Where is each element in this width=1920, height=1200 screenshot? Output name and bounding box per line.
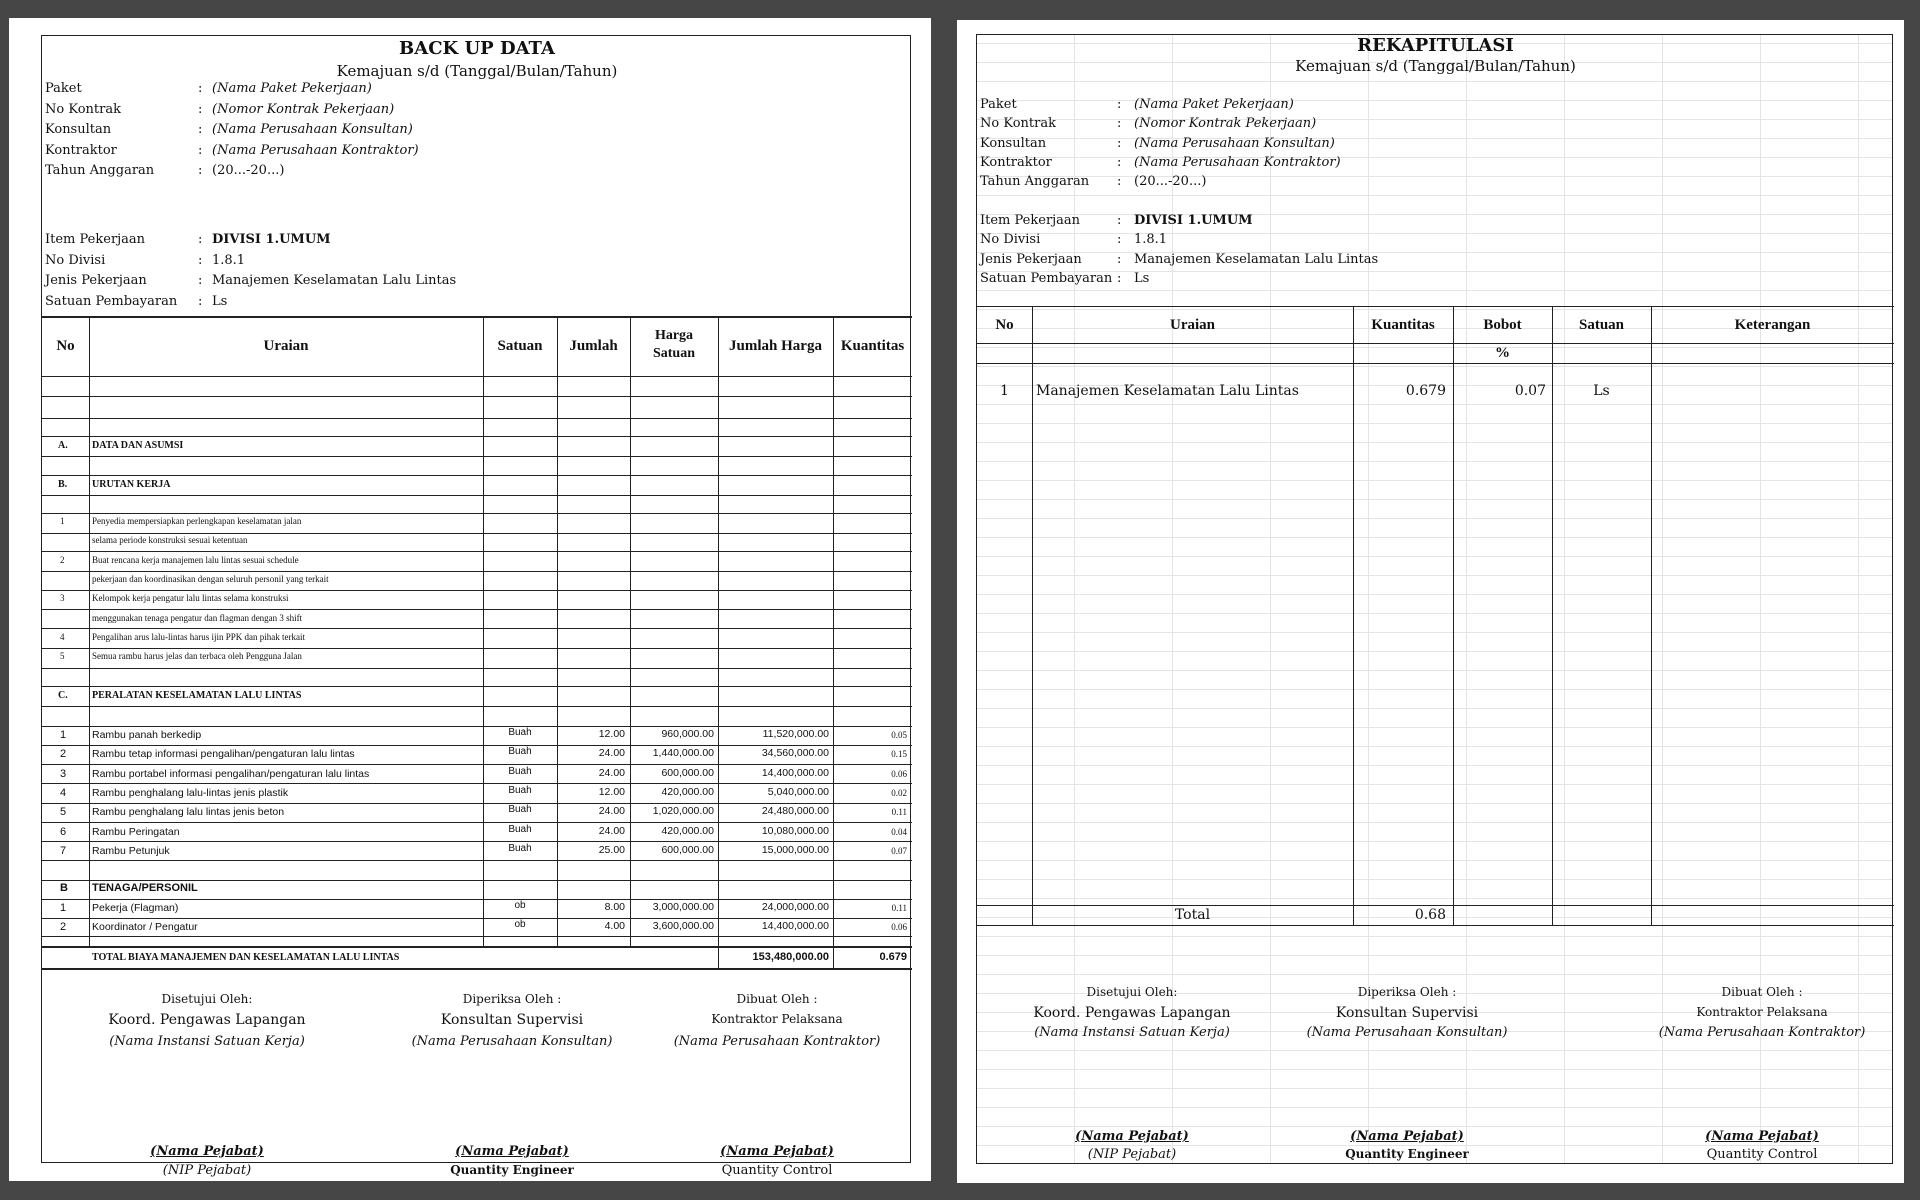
info-value: (Nama Perusahaan Kontraktor) xyxy=(212,142,419,158)
row-line xyxy=(42,648,912,649)
signature-org: (Nama Instansi Satuan Kerja) xyxy=(1034,1025,1230,1040)
row-line xyxy=(42,396,912,397)
page-title: REKAPITULASI xyxy=(1357,35,1514,56)
row-uraian: Manajemen Keselamatan Lalu Lintas xyxy=(1036,383,1299,399)
row-total: 11,520,000.00 xyxy=(762,728,829,740)
personil-uraian: Pekerja (Flagman) xyxy=(92,902,179,914)
row-line xyxy=(42,706,912,707)
row-line xyxy=(42,918,912,919)
row-line xyxy=(42,551,912,552)
personil-harga: 3,600,000.00 xyxy=(652,920,714,933)
signature-role: Disetujui Oleh: xyxy=(1086,985,1178,999)
info-colon: : xyxy=(198,101,203,117)
total-value: 153,480,000.00 xyxy=(752,951,829,963)
row-line xyxy=(42,533,912,534)
row-line xyxy=(42,418,912,419)
info-label: Kontraktor xyxy=(980,154,1052,170)
section-b-title: URUTAN KERJA xyxy=(92,479,171,490)
total-top-border xyxy=(977,905,1894,906)
header-bottom-border xyxy=(977,343,1894,344)
signature-title: (NIP Pejabat) xyxy=(1087,1147,1177,1162)
item-value: Manajemen Keselamatan Lalu Lintas xyxy=(212,273,457,288)
row-satuan: Ls xyxy=(1593,383,1610,399)
row-line xyxy=(42,436,912,437)
header-uraian: Uraian xyxy=(263,338,309,354)
signature-title: Quantity Engineer xyxy=(1345,1147,1469,1161)
section-a-no: A. xyxy=(58,440,68,451)
signature-office: Koord. Pengawas Lapangan xyxy=(1033,1005,1231,1021)
row-line xyxy=(42,822,912,823)
item-colon: : xyxy=(198,273,203,288)
signature-org: (Nama Perusahaan Kontraktor) xyxy=(1658,1025,1866,1040)
row-line xyxy=(42,571,912,572)
row-uraian: Rambu panah berkedip xyxy=(92,729,202,741)
signature-org: (Nama Perusahaan Kontraktor) xyxy=(673,1034,881,1049)
row-jumlah: 12.00 xyxy=(598,728,625,740)
personil-total: 14,400,000.00 xyxy=(761,920,829,933)
row-line xyxy=(42,726,912,727)
urutan-text: Kelompok kerja pengatur lalu lintas selama konstruksi xyxy=(92,593,289,604)
item-value: 1.8.1 xyxy=(212,252,246,268)
backup-data-page xyxy=(9,18,931,1181)
row-uraian: Rambu Peringatan xyxy=(92,825,180,838)
info-colon: : xyxy=(198,142,203,158)
row-line xyxy=(42,783,912,784)
item-value: Manajemen Keselamatan Lalu Lintas xyxy=(1134,251,1379,267)
urutan-no: 3 xyxy=(60,593,65,604)
info-label: Paket xyxy=(980,97,1017,112)
header-satuan: Satuan xyxy=(497,338,543,354)
total-kuantitas: 0.679 xyxy=(879,951,907,963)
signature-name: (Nama Pejabat) xyxy=(455,1144,569,1159)
signature-office: Koord. Pengawas Lapangan xyxy=(108,1012,306,1028)
row-jumlah: 24.00 xyxy=(598,766,625,779)
row-satuan: Buah xyxy=(508,842,532,854)
info-value: (20...-20...) xyxy=(1134,174,1207,190)
item-value: DIVISI 1.UMUM xyxy=(212,232,331,247)
personil-harga: 3,000,000.00 xyxy=(652,901,714,913)
row-total: 15,000,000.00 xyxy=(761,843,829,856)
section-a-title: DATA DAN ASUMSI xyxy=(92,440,184,451)
page-title: BACK UP DATA xyxy=(399,38,555,59)
row-satuan: Buah xyxy=(508,823,532,835)
row-total: 24,480,000.00 xyxy=(761,805,829,818)
percent-row-border xyxy=(977,363,1894,364)
signature-title: Quantity Engineer xyxy=(450,1163,574,1177)
signature-org: (Nama Perusahaan Konsultan) xyxy=(411,1034,613,1049)
total-bottom-border xyxy=(977,925,1894,926)
section-b-no: B. xyxy=(58,479,68,490)
row-line xyxy=(42,628,912,629)
personil-kuantitas: 0.11 xyxy=(891,903,907,913)
row-line xyxy=(42,495,912,496)
header-keterangan: Keterangan xyxy=(1734,317,1811,333)
info-label: No Kontrak xyxy=(980,116,1056,132)
item-label: No Divisi xyxy=(45,252,106,268)
header-kuantitas: Kuantitas xyxy=(1371,317,1435,333)
row-line xyxy=(42,936,912,937)
row-kuantitas: 0.11 xyxy=(891,807,907,818)
row-total: 10,080,000.00 xyxy=(761,824,829,837)
row-satuan: Buah xyxy=(508,765,532,777)
row-line xyxy=(42,860,912,861)
rekapitulasi-page xyxy=(957,20,1904,1183)
section-d-title: TENAGA/PERSONIL xyxy=(92,882,198,894)
item-value: Ls xyxy=(1134,270,1150,286)
row-no: 3 xyxy=(60,767,67,780)
header-bottom-border xyxy=(42,376,912,377)
item-value: Ls xyxy=(212,293,228,309)
row-line xyxy=(42,475,912,476)
total-value: 0.68 xyxy=(1414,907,1446,923)
page-subtitle: Kemajuan s/d (Tanggal/Bulan/Tahun) xyxy=(1295,57,1576,75)
row-jumlah: 24.00 xyxy=(598,824,625,837)
row-harga: 960,000.00 xyxy=(661,728,714,740)
total-bottom-border xyxy=(42,968,912,970)
item-label: Jenis Pekerjaan xyxy=(45,273,147,288)
header-bobot: Bobot xyxy=(1483,317,1522,333)
info-label: Paket xyxy=(45,81,82,96)
row-line xyxy=(42,745,912,746)
signature-role: Dibuat Oleh : xyxy=(1721,985,1803,999)
col-divider xyxy=(1032,306,1033,925)
info-colon: : xyxy=(1117,154,1122,170)
row-line xyxy=(42,899,912,900)
row-line xyxy=(42,686,912,687)
row-line xyxy=(42,456,912,457)
item-value: DIVISI 1.UMUM xyxy=(1134,213,1253,228)
total-label: Total xyxy=(1174,907,1211,923)
item-colon: : xyxy=(198,232,203,247)
signature-office: Kontraktor Pelaksana xyxy=(1696,1005,1828,1019)
signature-name: (Nama Pejabat) xyxy=(1350,1129,1464,1144)
personil-no: 1 xyxy=(60,902,67,914)
item-colon: : xyxy=(1117,270,1122,286)
info-label: Kontraktor xyxy=(45,142,117,158)
urutan-no: 4 xyxy=(60,631,65,642)
info-value: (Nomor Kontrak Pekerjaan) xyxy=(212,101,395,117)
signature-role: Dibuat Oleh : xyxy=(736,992,818,1006)
info-value: (Nama Perusahaan Konsultan) xyxy=(1134,135,1335,151)
row-line xyxy=(42,841,912,842)
personil-kuantitas: 0.06 xyxy=(891,922,907,933)
signature-org: (Nama Instansi Satuan Kerja) xyxy=(109,1034,305,1049)
section-c-no: C. xyxy=(58,690,68,701)
page-subtitle: Kemajuan s/d (Tanggal/Bulan/Tahun) xyxy=(336,62,618,80)
info-value: (Nama Perusahaan Kontraktor) xyxy=(1134,154,1341,170)
signature-name: (Nama Pejabat) xyxy=(1705,1129,1819,1144)
header-no: No xyxy=(995,317,1014,333)
row-line xyxy=(42,668,912,669)
urutan-no: 2 xyxy=(60,554,65,565)
signature-role: Disetujui Oleh: xyxy=(161,992,253,1006)
signature-title: Quantity Control xyxy=(1706,1147,1818,1162)
item-label: Jenis Pekerjaan xyxy=(980,251,1082,267)
info-value: (Nomor Kontrak Pekerjaan) xyxy=(1134,116,1317,132)
item-colon: : xyxy=(198,293,203,309)
info-label: Konsultan xyxy=(45,122,112,137)
row-line xyxy=(42,880,912,881)
row-satuan: Buah xyxy=(508,804,532,816)
rekap-frame xyxy=(976,34,1893,1164)
row-kuantitas: 0.07 xyxy=(891,845,907,856)
header-jumlah: Jumlah xyxy=(569,338,618,354)
item-label: Satuan Pembayaran xyxy=(45,293,178,309)
col-divider xyxy=(89,316,90,946)
info-colon: : xyxy=(198,81,203,96)
signature-title: Quantity Control xyxy=(721,1163,833,1178)
row-uraian: Rambu penghalang lalu lintas jenis beton xyxy=(92,806,285,819)
signature-name: (Nama Pejabat) xyxy=(720,1144,834,1159)
row-harga: 600,000.00 xyxy=(661,843,714,856)
info-value: (Nama Paket Pekerjaan) xyxy=(1134,97,1294,112)
row-no: 6 xyxy=(60,825,67,838)
signature-org: (Nama Perusahaan Konsultan) xyxy=(1306,1025,1508,1040)
signature-office: Konsultan Supervisi xyxy=(440,1012,584,1028)
info-label: Tahun Anggaran xyxy=(45,163,155,178)
row-kuantitas: 0.06 xyxy=(891,768,907,779)
row-harga: 420,000.00 xyxy=(661,824,714,837)
row-no: 5 xyxy=(60,806,67,819)
row-satuan: Buah xyxy=(508,746,532,758)
header-no: No xyxy=(56,338,75,354)
signature-role: Diperiksa Oleh : xyxy=(462,992,562,1006)
row-satuan: Buah xyxy=(508,784,532,796)
row-line xyxy=(42,590,912,591)
row-harga: 1,020,000.00 xyxy=(652,805,714,818)
header-harga-satuan-1: Harga xyxy=(654,328,694,343)
item-label: Satuan Pembayaran xyxy=(980,270,1113,286)
total-top-border xyxy=(42,946,912,948)
row-jumlah: 25.00 xyxy=(598,843,625,856)
item-label: No Divisi xyxy=(980,232,1041,248)
info-label: Konsultan xyxy=(980,135,1047,151)
row-no: 1 xyxy=(1000,383,1009,399)
item-colon: : xyxy=(1117,232,1122,248)
row-uraian: Rambu tetap informasi pengalihan/pengaturan lalu lintas xyxy=(92,748,355,761)
header-kuantitas: Kuantitas xyxy=(840,338,905,354)
row-total: 14,400,000.00 xyxy=(761,766,829,779)
info-colon: : xyxy=(198,163,203,178)
row-total: 5,040,000.00 xyxy=(767,785,829,798)
urutan-text: Penyedia mempersiapkan perlengkapan keselamatan jalan xyxy=(92,516,302,526)
info-value: (Nama Perusahaan Konsultan) xyxy=(212,122,413,137)
row-harga: 1,440,000.00 xyxy=(652,747,714,760)
info-colon: : xyxy=(1117,116,1122,132)
info-label: Tahun Anggaran xyxy=(980,174,1090,190)
info-colon: : xyxy=(1117,97,1122,112)
signature-office: Konsultan Supervisi xyxy=(1335,1005,1479,1021)
row-jumlah: 24.00 xyxy=(598,747,625,760)
info-colon: : xyxy=(1117,174,1122,190)
header-harga-satuan-2: Satuan xyxy=(652,346,696,361)
row-uraian: Rambu Petunjuk xyxy=(92,844,170,857)
row-kuantitas: 0.04 xyxy=(891,826,907,837)
signature-name: (Nama Pejabat) xyxy=(150,1144,264,1159)
row-jumlah: 24.00 xyxy=(598,805,625,818)
item-colon: : xyxy=(1117,251,1122,267)
row-line xyxy=(42,609,912,610)
row-uraian: Rambu penghalang lalu-lintas jenis plastik xyxy=(92,786,289,799)
row-kuantitas: 0.02 xyxy=(891,787,907,798)
row-no: 1 xyxy=(60,729,67,741)
urutan-no: 1 xyxy=(60,516,65,526)
col-divider xyxy=(1651,306,1652,925)
personil-satuan: ob xyxy=(514,900,526,911)
signature-role: Diperiksa Oleh : xyxy=(1357,985,1457,999)
info-colon: : xyxy=(198,122,203,137)
item-label: Item Pekerjaan xyxy=(45,232,146,247)
row-uraian: Rambu portabel informasi pengalihan/pengaturan lalu lintas xyxy=(92,767,370,780)
personil-satuan: ob xyxy=(514,919,526,931)
row-line xyxy=(42,764,912,765)
row-kuantitas: 0.05 xyxy=(891,730,907,740)
header-percent: % xyxy=(1495,345,1510,361)
table-top-border xyxy=(977,306,1894,307)
urutan-text: Buat rencana kerja manajemen lalu lintas sesuai schedule xyxy=(92,554,299,565)
personil-uraian: Koordinator / Pengatur xyxy=(92,921,198,934)
info-value: (Nama Paket Pekerjaan) xyxy=(212,81,372,96)
row-no: 2 xyxy=(60,748,67,761)
info-colon: : xyxy=(1117,135,1122,151)
item-colon: : xyxy=(1117,213,1122,228)
signature-office: Kontraktor Pelaksana xyxy=(711,1012,843,1026)
table-top-border xyxy=(42,316,912,318)
item-value: 1.8.1 xyxy=(1134,232,1168,248)
row-kuantitas: 0.679 xyxy=(1405,383,1446,399)
urutan-text: Semua rambu harus jelas dan terbaca oleh Pengguna Jalan xyxy=(92,651,302,662)
total-label: TOTAL BIAYA MANAJEMEN DAN KESELAMATAN LALU LINTAS xyxy=(92,952,400,963)
signature-name: (Nama Pejabat) xyxy=(1075,1129,1189,1144)
item-label: Item Pekerjaan xyxy=(980,213,1081,228)
row-harga: 420,000.00 xyxy=(661,785,714,798)
personil-no: 2 xyxy=(60,921,67,934)
row-no: 4 xyxy=(60,786,67,799)
row-total: 34,560,000.00 xyxy=(761,747,829,760)
personil-total: 24,000,000.00 xyxy=(761,901,829,913)
row-bobot: 0.07 xyxy=(1514,383,1546,399)
row-kuantitas: 0.15 xyxy=(891,749,907,760)
header-satuan: Satuan xyxy=(1578,317,1625,333)
urutan-text: pekerjaan dan koordinasikan dengan seluruh personil yang terkait xyxy=(92,573,329,584)
personil-jumlah: 4.00 xyxy=(604,920,625,933)
backup-frame xyxy=(41,35,911,1178)
row-no: 7 xyxy=(60,844,67,857)
signature-title: (NIP Pejabat) xyxy=(162,1163,252,1178)
info-value: (20...-20...) xyxy=(212,163,285,178)
row-jumlah: 12.00 xyxy=(598,785,625,798)
item-colon: : xyxy=(198,252,203,268)
row-harga: 600,000.00 xyxy=(661,766,714,779)
row-line xyxy=(42,803,912,804)
urutan-text: menggunakan tenaga pengatur dan flagman dengan 3 shift xyxy=(92,612,303,623)
header-jumlah-harga: Jumlah Harga xyxy=(729,338,822,354)
urutan-no: 5 xyxy=(60,651,65,662)
urutan-text: selama periode konstruksi sesuai ketentuan xyxy=(92,535,248,546)
row-satuan: Buah xyxy=(508,727,532,738)
section-c-title: PERALATAN KESELAMATAN LALU LINTAS xyxy=(92,690,302,701)
row-line xyxy=(42,513,912,514)
personil-jumlah: 8.00 xyxy=(604,901,625,913)
urutan-text: Pengalihan arus lalu-lintas harus ijin PPK dan pihak terkait xyxy=(92,631,305,642)
info-label: No Kontrak xyxy=(45,101,121,117)
header-uraian: Uraian xyxy=(1170,317,1215,333)
section-d-no: B xyxy=(60,882,68,894)
